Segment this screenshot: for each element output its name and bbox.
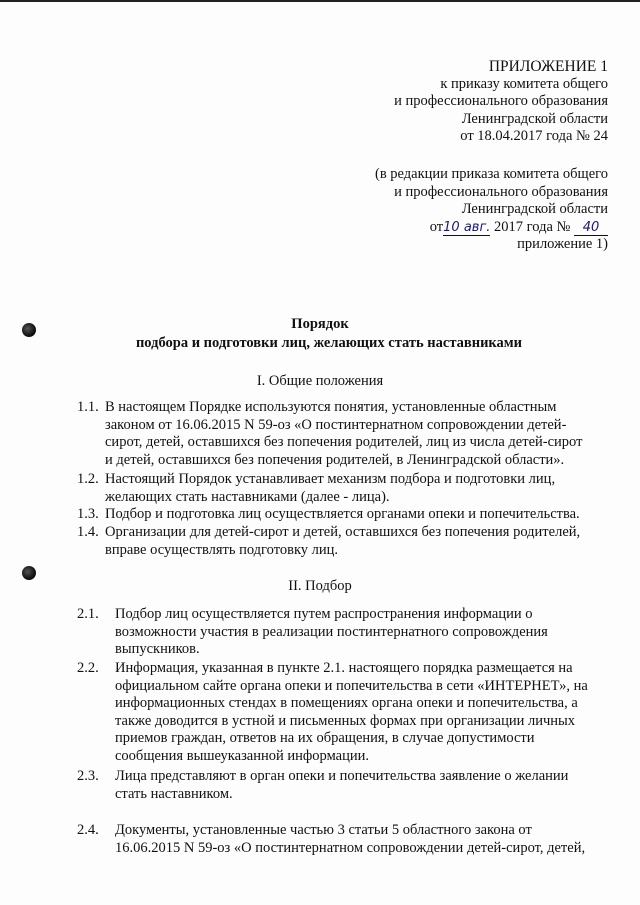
edition-date-line	[375, 219, 608, 237]
edition-date-suffix: 2017 года №	[494, 218, 571, 235]
section-heading: II. Подбор	[288, 578, 352, 594]
list-item	[115, 768, 607, 803]
item-line: Подбор и подготовка лиц осуществляется органами опеки и попечительства.	[105, 506, 580, 522]
section-heading: I. Общие положения	[256, 373, 384, 389]
handwritten-date: 10 авг.	[443, 219, 491, 235]
document-subtitle: подбора и подготовки лиц, желающих стать наставниками	[135, 335, 523, 351]
list-item	[105, 506, 607, 524]
item-number: 2.1.	[77, 606, 99, 622]
item-line: Лица представляют в орган опеки и попечительства заявление о желании	[115, 768, 569, 784]
item-line: официальном сайте органа опеки и попечительства в сети «ИНТЕРНЕТ», на	[115, 677, 588, 694]
item-line: Информация, указанная в пункте 2.1. настоящего порядка размещается на	[115, 660, 573, 676]
item-number: 1.4.	[77, 524, 99, 540]
item-line: также доводится в устной и письменных формах при организации личных	[115, 712, 576, 729]
list-item	[115, 606, 607, 659]
edition-line: приложение 1)	[517, 236, 608, 252]
handwritten-number: 40	[574, 221, 608, 236]
edition-line: и профессионального образования	[394, 183, 608, 200]
header-line: Ленинградской области	[461, 110, 608, 127]
list-item	[105, 524, 607, 559]
scan-edge-line	[0, 0, 640, 2]
item-number: 2.3.	[77, 768, 99, 784]
item-line: стать наставником.	[115, 785, 233, 802]
item-line: 16.06.2015 N 59-оз «О постинтернатном сопровождении детей-сирот, детей,	[115, 839, 586, 856]
list-item	[115, 822, 607, 857]
item-line: и детей, оставшихся без попечения родителей, в Ленинградской области».	[105, 451, 565, 468]
item-number: 1.1.	[77, 399, 99, 415]
header-line: и профессионального образования	[394, 93, 608, 109]
item-line: законом от 16.06.2015 N 59-оз «О постинтернатном сопровождении детей-	[105, 416, 567, 433]
item-line: В настоящем Порядке используются понятия, установленные областным	[105, 399, 557, 415]
header-line: от 18.04.2017 года № 24	[460, 128, 608, 144]
list-item	[105, 399, 607, 469]
item-number: 2.2.	[77, 660, 99, 676]
item-line: информационных стендах в помещениях органа опеки и попечительства, а	[115, 695, 578, 711]
item-line: желающих стать наставниками (далее - лица).	[105, 488, 390, 505]
item-line: Документы, установленные частью 3 статьи 5 областного закона от	[115, 822, 532, 838]
item-line: сирот, детей, оставшихся без попечения родителей, лиц из числа детей-сирот	[105, 434, 583, 450]
edition-line: (в редакции приказа комитета общего	[374, 166, 608, 182]
appendix-header	[394, 58, 608, 146]
item-line: Организации для детей-сирот и детей, оставшихся без попечения родителей,	[105, 524, 581, 540]
header-line: к приказу комитета общего	[440, 75, 608, 92]
item-number: 2.4.	[77, 822, 99, 838]
item-line: выпускников.	[115, 641, 200, 657]
item-number: 1.2.	[77, 471, 99, 487]
item-line: приемов граждан, ответов на их обращения, в случае допустимости	[115, 730, 535, 746]
appendix-title: ПРИЛОЖЕНИЕ 1	[488, 58, 608, 75]
item-number: 1.3.	[77, 506, 99, 522]
document-title: Порядок	[291, 316, 349, 332]
item-line: вправе осуществлять подготовку лиц.	[105, 541, 339, 558]
list-item	[105, 471, 607, 506]
item-line: Подбор лиц осуществляется путем распространения информации о	[115, 606, 533, 622]
item-line: возможности участия в реализации постинтернатного сопровождения	[115, 623, 548, 640]
edition-date-prefix: от	[429, 218, 444, 235]
item-line: Настоящий Порядок устанавливает механизм подбора и подготовки лиц,	[105, 471, 556, 487]
edition-line: Ленинградской области	[461, 201, 608, 217]
edition-note	[375, 166, 608, 254]
list-item	[115, 660, 607, 765]
item-line: сообщения вышеуказанной информации.	[115, 747, 369, 764]
